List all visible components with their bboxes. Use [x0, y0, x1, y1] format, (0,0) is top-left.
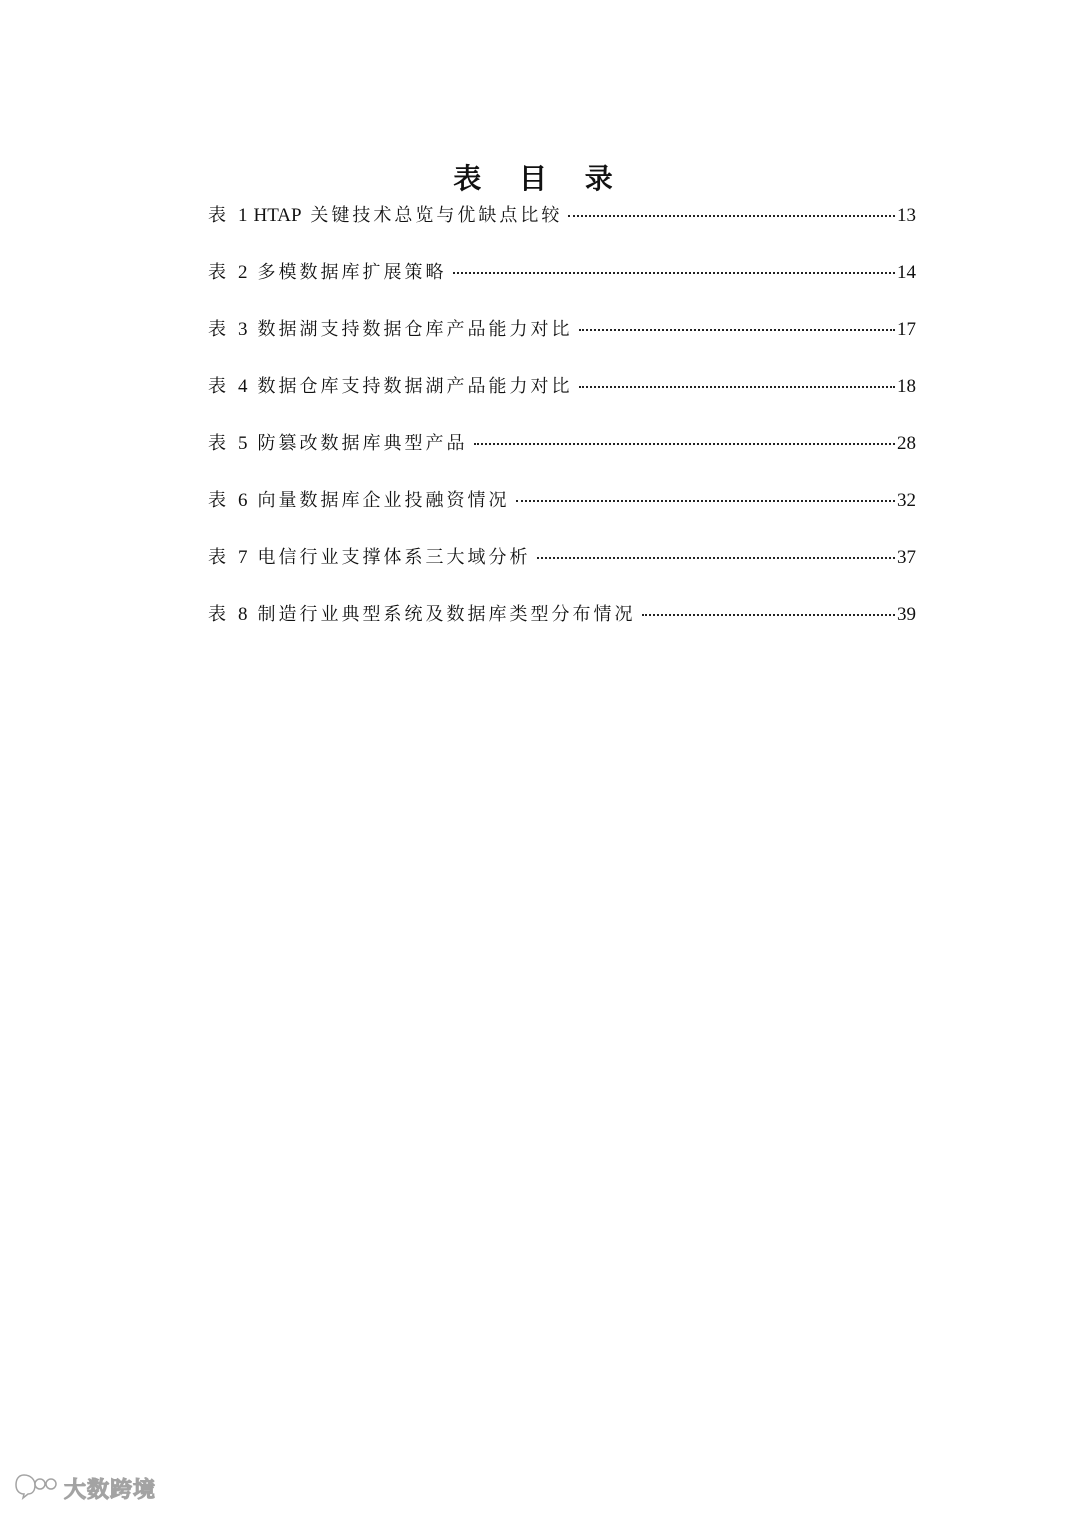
- toc-entry-number: 8: [238, 604, 248, 625]
- watermark-text: 大数跨境: [64, 1477, 157, 1503]
- toc-entry-prefix: 表: [208, 262, 228, 283]
- dot-leader: [537, 555, 896, 559]
- toc-entry-page: 28: [897, 433, 916, 454]
- toc-entry-number: 2: [238, 262, 248, 283]
- toc-entry-number: 3: [238, 319, 248, 340]
- toc-entry-title: 制造行业典型系统及数据库类型分布情况: [257, 604, 636, 625]
- dot-leader: [579, 384, 896, 388]
- dot-leader: [474, 441, 896, 445]
- toc-entry-page: 37: [897, 547, 916, 568]
- toc-entry-page: 14: [897, 262, 916, 283]
- toc-entry-1[interactable]: [208, 196, 916, 253]
- page-title: 表 目 录: [453, 161, 627, 195]
- toc-entry-page: 32: [897, 490, 916, 511]
- toc-entry-2[interactable]: [208, 253, 916, 310]
- toc-entry-prefix: 表: [208, 376, 228, 397]
- toc-entry-8[interactable]: [208, 595, 916, 652]
- dot-leader: [568, 213, 895, 217]
- toc-entry-prefix: 表: [208, 490, 228, 511]
- toc-entry-number: 7: [238, 547, 248, 568]
- toc-entry-7[interactable]: [208, 538, 916, 595]
- toc-entry-page: 17: [897, 319, 916, 340]
- toc-entry-prefix: 表: [208, 319, 228, 340]
- toc-entry-title: [254, 196, 563, 236]
- table-of-tables: [208, 196, 916, 652]
- toc-entry-3[interactable]: [208, 310, 916, 367]
- speech-bubble-logo-icon: [14, 1472, 58, 1504]
- toc-entry-title: 数据湖支持数据仓库产品能力对比: [257, 319, 573, 340]
- toc-entry-page: 13: [897, 205, 916, 226]
- toc-entry-number: 4: [238, 376, 248, 397]
- dot-leader: [453, 270, 896, 274]
- toc-entry-4[interactable]: [208, 367, 916, 424]
- toc-entry-prefix: 表: [208, 604, 228, 625]
- watermark: [14, 1472, 156, 1504]
- toc-entry-title-text: 关键技术总览与优缺点比较: [301, 205, 563, 226]
- dot-leader: [516, 498, 896, 502]
- toc-entry-title: 电信行业支撑体系三大域分析: [257, 547, 531, 568]
- toc-entry-title-latin: HTAP: [253, 205, 302, 226]
- dot-leader: [642, 612, 896, 616]
- toc-entry-number: 5: [238, 433, 248, 454]
- toc-entry-6[interactable]: [208, 481, 916, 538]
- toc-entry-page: 18: [897, 376, 916, 397]
- toc-entry-prefix: 表: [208, 205, 228, 226]
- toc-entry-page: 39: [897, 604, 916, 625]
- toc-entry-title: 向量数据库企业投融资情况: [257, 490, 510, 511]
- toc-entry-number: 6: [238, 490, 248, 511]
- toc-entry-prefix: 表: [208, 547, 228, 568]
- toc-entry-title: 多模数据库扩展策略: [257, 262, 447, 283]
- toc-entry-title: 数据仓库支持数据湖产品能力对比: [257, 376, 573, 397]
- toc-entry-number: 1: [238, 205, 248, 226]
- dot-leader: [579, 327, 896, 331]
- toc-entry-title: 防篡改数据库典型产品: [257, 433, 468, 454]
- toc-entry-5[interactable]: [208, 424, 916, 481]
- toc-entry-prefix: 表: [208, 433, 228, 454]
